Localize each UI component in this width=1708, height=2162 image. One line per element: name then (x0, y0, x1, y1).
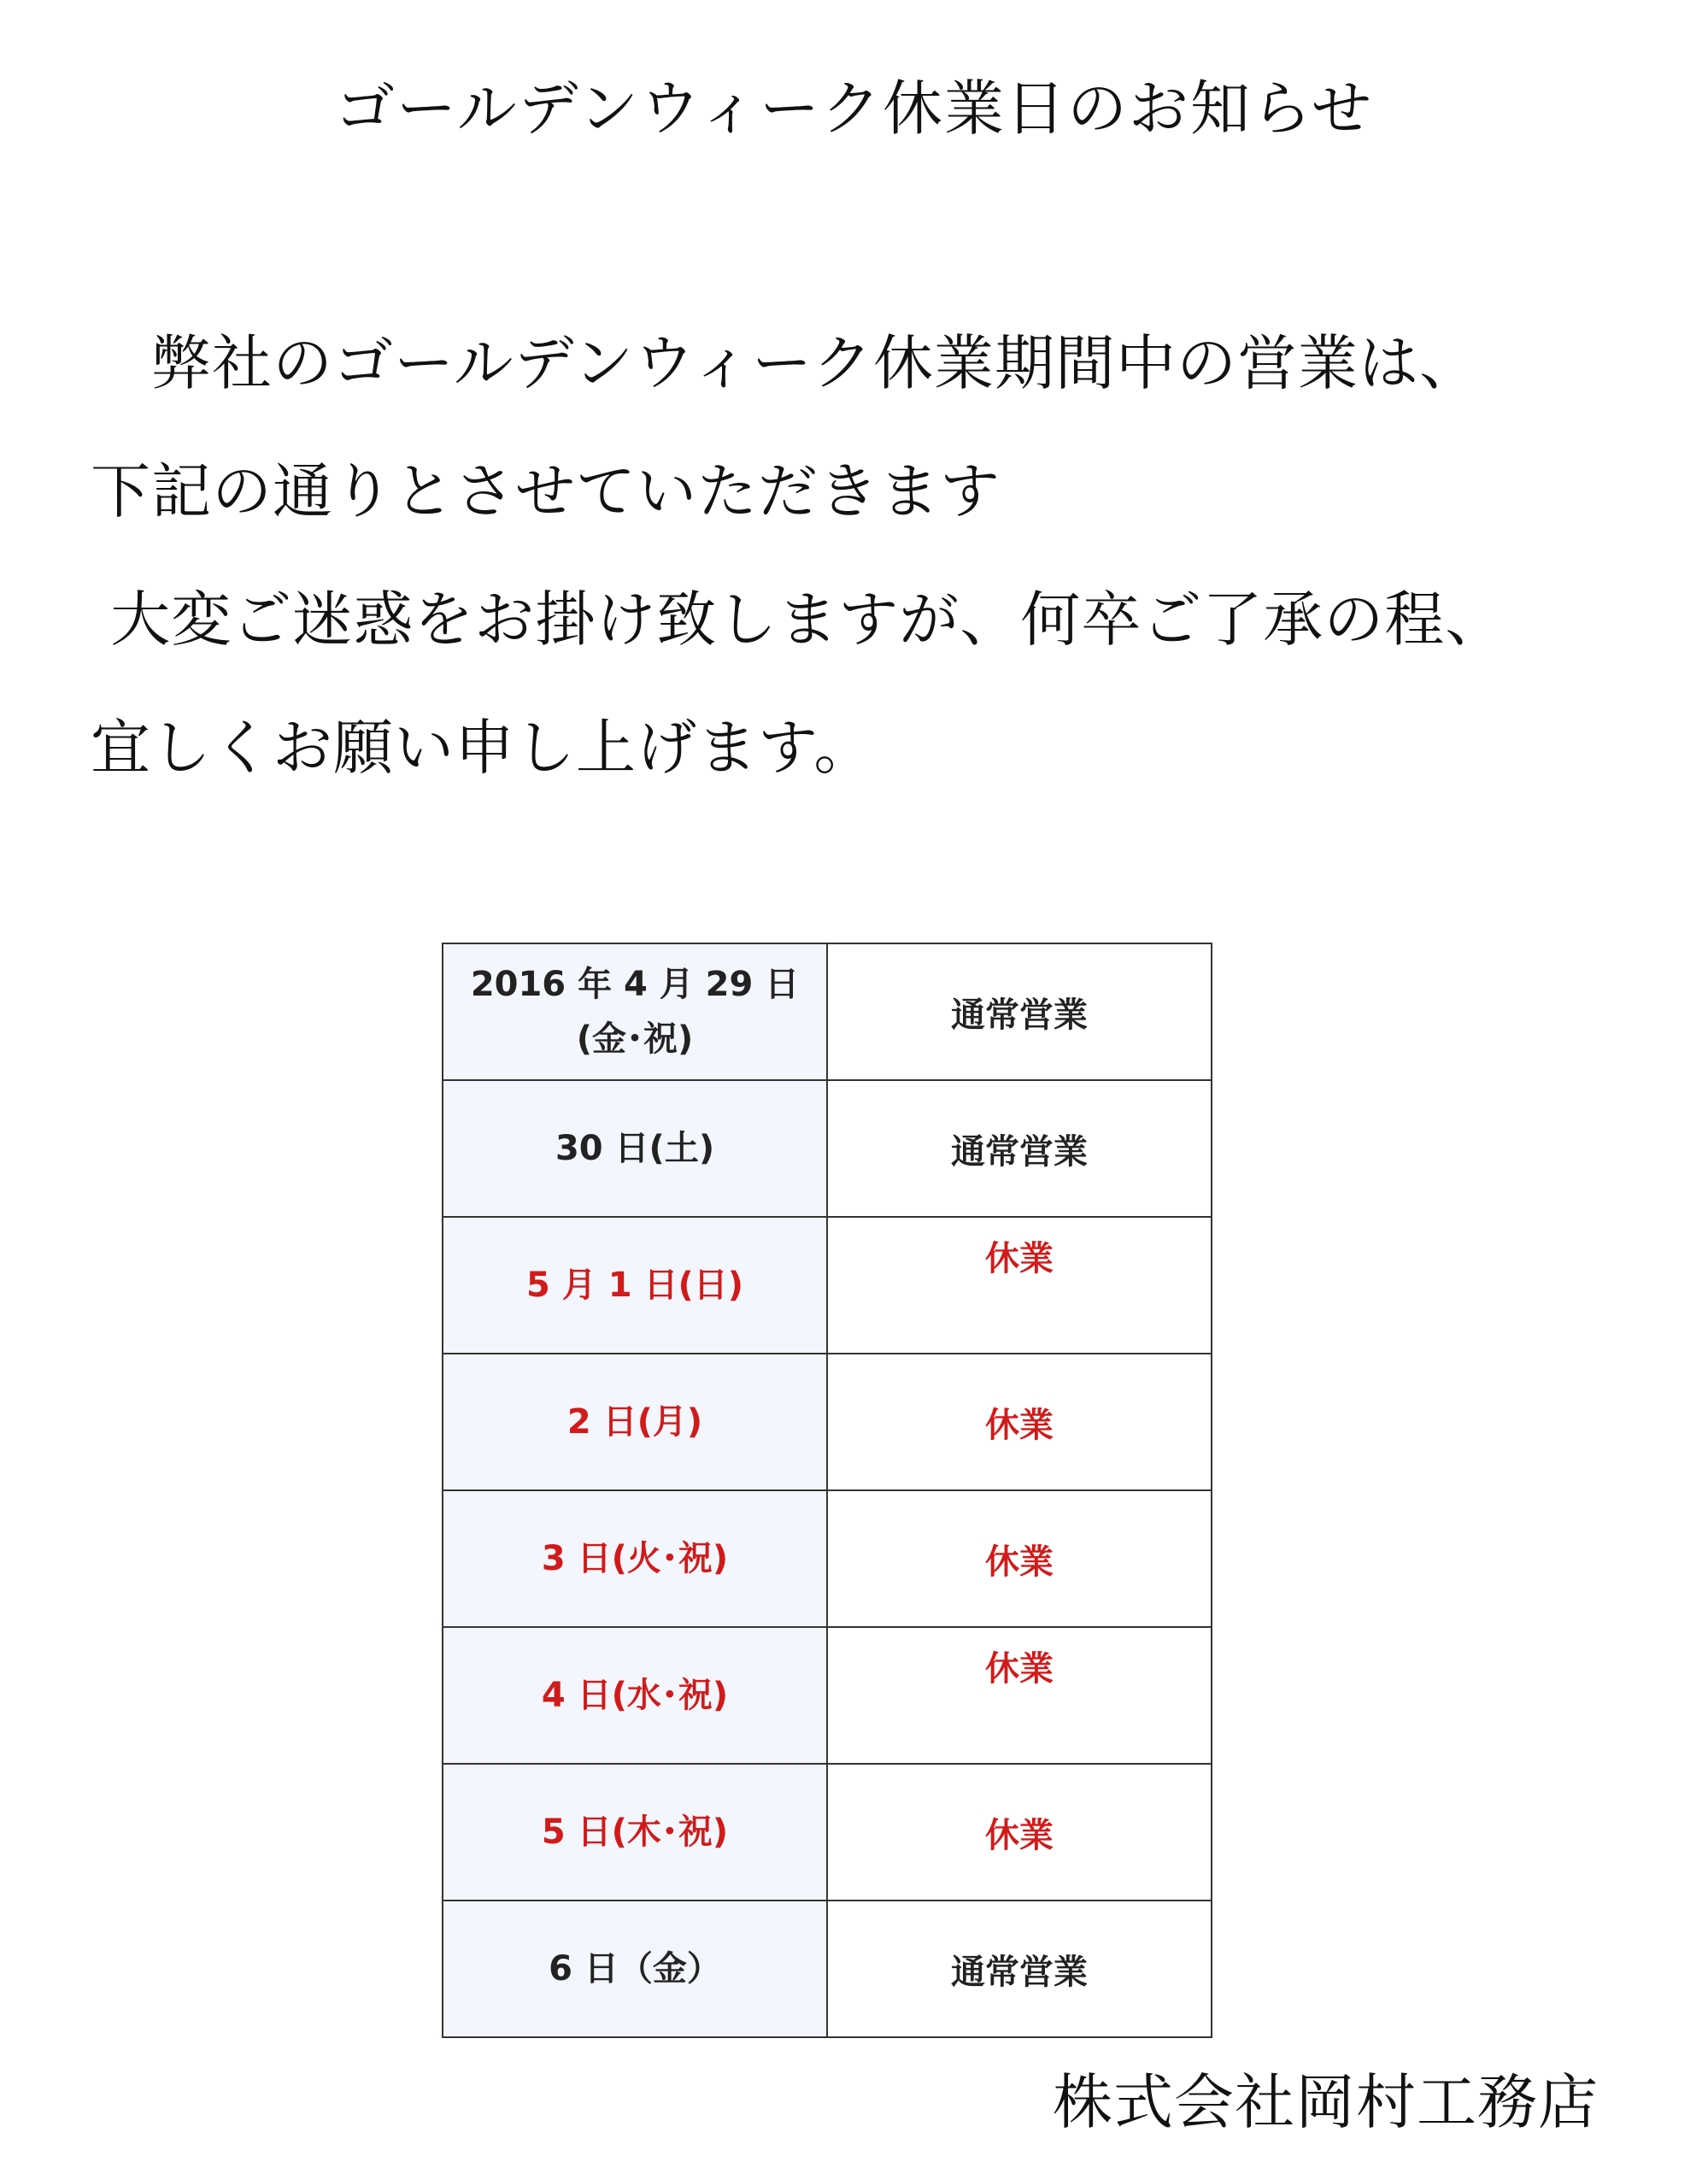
schedule-date: 30 日(土) (555, 1129, 715, 1168)
schedule-date-cell (443, 1217, 827, 1354)
schedule-row (443, 1354, 1212, 1490)
notice-body-line: 大変ご迷惑をお掛け致しますが、何卒ご了承の程、 (91, 585, 1506, 655)
status-open-label: 通常営業 (951, 1952, 1089, 1992)
status-open-label: 通常営業 (951, 1131, 1089, 1172)
notice-body-line: 弊社のゴールデンウィーク休業期間中の営業は、 (91, 328, 1480, 398)
schedule-status-cell (827, 1627, 1212, 1764)
schedule-row (443, 1080, 1212, 1217)
schedule-status-cell (827, 1217, 1212, 1354)
status-closed-label: 休業 (985, 1239, 1054, 1278)
schedule-status-cell (827, 1901, 1212, 2037)
status-closed-label: 休業 (985, 1405, 1054, 1445)
notice-title: ゴールデンウィーク休業日のお知らせ (335, 73, 1373, 144)
schedule-date-cell (443, 1764, 827, 1901)
schedule-date: 5 日(木･祝) (541, 1812, 729, 1852)
schedule-row (443, 1217, 1212, 1354)
company-signature: 株式会社岡村工務店 (1053, 2067, 1599, 2137)
schedule-date-cell (443, 1901, 827, 2037)
schedule-date-cell (443, 1080, 827, 1217)
schedule-date: 4 日(水･祝) (541, 1676, 729, 1715)
schedule-date: 3 日(火･祝) (541, 1539, 729, 1578)
schedule-date-cell (443, 1354, 827, 1490)
schedule-status-cell (827, 1764, 1212, 1901)
schedule-row (443, 1627, 1212, 1764)
schedule-date-cell (443, 943, 827, 1080)
schedule-date: 2 日(月) (566, 1402, 703, 1442)
schedule-status-cell (827, 1080, 1212, 1217)
schedule-status-cell (827, 1354, 1212, 1490)
schedule-row (443, 943, 1212, 1080)
status-closed-label: 休業 (985, 1815, 1054, 1855)
schedule-row (443, 1901, 1212, 2037)
schedule-date-weekday: (金･祝) (576, 1019, 694, 1059)
schedule-row (443, 1764, 1212, 1901)
schedule-date: 6 日（金） (549, 1949, 721, 1989)
schedule-status-cell (827, 1490, 1212, 1627)
schedule-row (443, 1490, 1212, 1627)
schedule-status-cell (827, 943, 1212, 1080)
notice-body-line: 宜しくお願い申し上げます。 (91, 713, 875, 783)
status-open-label: 通常営業 (951, 995, 1089, 1035)
notice-body-line: 下記の通りとさせていただきます (91, 456, 1001, 526)
holiday-schedule-table (442, 943, 1212, 2038)
schedule-date: 2016 年 4 月 29 日 (470, 965, 800, 1004)
status-closed-label: 休業 (985, 1649, 1054, 1689)
schedule-date-cell (443, 1627, 827, 1764)
schedule-date: 5 月 1 日(日) (526, 1266, 744, 1305)
status-closed-label: 休業 (985, 1542, 1054, 1582)
schedule-date-cell (443, 1490, 827, 1627)
